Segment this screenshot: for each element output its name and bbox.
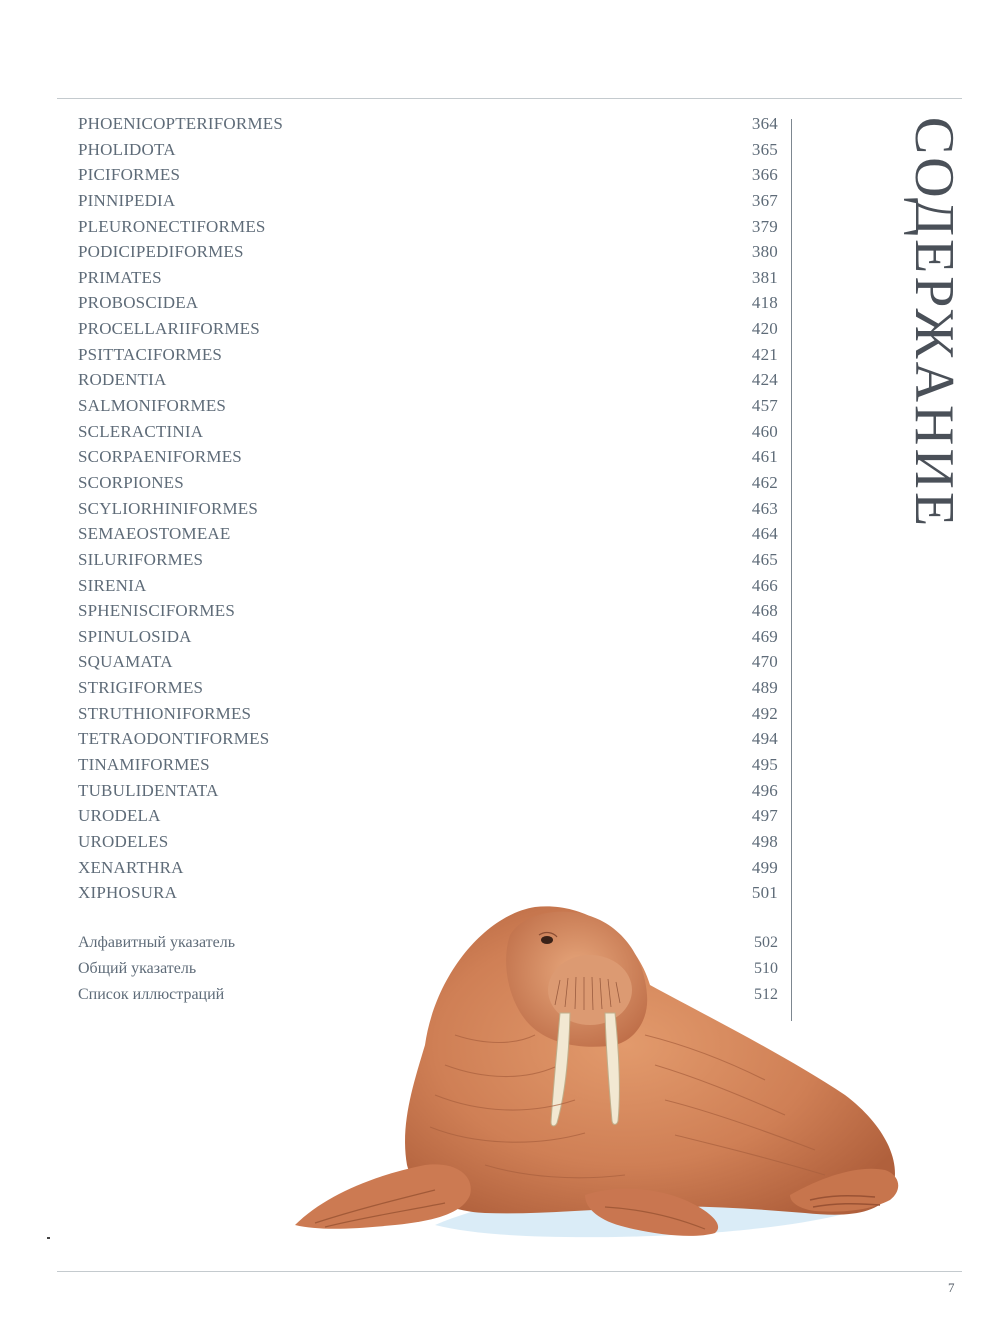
toc-entry: [78, 627, 778, 653]
toc-entry: [78, 781, 778, 807]
toc-entry: [78, 396, 778, 422]
toc-entry: [78, 832, 778, 858]
toc-entry: [78, 652, 778, 678]
entry-name: PODICIPEDIFORMES: [78, 242, 244, 262]
toc-entry: [78, 550, 778, 576]
toc-entry: [78, 806, 778, 832]
entry-name: PROCELLARIIFORMES: [78, 319, 260, 339]
entry-name: PRIMATES: [78, 267, 162, 287]
entry-page-number: 492: [751, 703, 778, 723]
entry-name: TINAMIFORMES: [78, 755, 210, 775]
entry-page-number: 462: [751, 472, 778, 492]
toc-entry: [78, 268, 778, 294]
toc-entry: [78, 447, 778, 473]
entry-page-number: 497: [751, 806, 778, 826]
entry-name: STRIGIFORMES: [78, 678, 204, 698]
entry-name: TUBULIDENTATA: [78, 780, 219, 800]
entry-name: SALMONIFORMES: [78, 396, 227, 416]
entry-name: PHOENICOPTERIFORMES: [78, 114, 283, 133]
toc-entry: [78, 576, 778, 602]
entry-name: XIPHOSURA: [78, 883, 178, 903]
entry-page-number: 501: [751, 883, 778, 903]
entry-page-number: 465: [751, 549, 778, 569]
scan-speck: [47, 1237, 50, 1239]
entry-name: SQUAMATA: [78, 652, 173, 672]
entry-page-number: 424: [751, 370, 778, 390]
entry-page-number: 496: [751, 780, 778, 800]
contents-title: СОДЕРЖАНИЕ: [903, 116, 966, 530]
entry-page-number: 499: [751, 857, 778, 877]
toc-entry: [78, 319, 778, 345]
entry-page-number: 466: [751, 575, 778, 595]
entry-page-number: 367: [751, 190, 778, 210]
entry-name: PICIFORMES: [78, 165, 181, 185]
vertical-divider: [791, 119, 792, 1021]
entry-name: Общий указатель: [78, 960, 197, 977]
entry-page-number: 457: [751, 396, 778, 416]
entry-page-number: 495: [751, 755, 778, 775]
entry-name: PROBOSCIDEA: [78, 293, 199, 313]
toc-entry: [78, 165, 778, 191]
toc-entry: [78, 370, 778, 396]
entry-page-number: 464: [751, 524, 778, 544]
entry-page-number: 489: [751, 678, 778, 698]
entry-page-number: 494: [751, 729, 778, 749]
toc-entry: [78, 345, 778, 371]
toc-entry: [78, 114, 778, 140]
entry-name: PHOLIDOTA: [78, 139, 176, 159]
toc-entry: [78, 242, 778, 268]
entry-page-number: 469: [751, 626, 778, 646]
entry-name: PSITTACIFORMES: [78, 344, 223, 364]
entry-name: SCORPAENIFORMES: [78, 447, 242, 467]
toc-entry: [78, 601, 778, 627]
entry-page-number: 468: [751, 601, 778, 621]
toc-entry: [78, 422, 778, 448]
entry-page-number: 510: [754, 960, 778, 977]
entry-page-number: 381: [751, 267, 778, 287]
page-number: 7: [948, 1280, 955, 1295]
entry-page-number: 365: [751, 139, 778, 159]
walrus-left-flipper: [295, 1164, 471, 1228]
entry-page-number: 366: [751, 165, 778, 185]
entry-name: SCORPIONES: [78, 472, 184, 492]
toc-entry: [78, 678, 778, 704]
toc-entry: [78, 524, 778, 550]
entry-name: RODENTIA: [78, 370, 167, 390]
entry-page-number: 470: [751, 652, 778, 672]
entry-name: SPINULOSIDA: [78, 626, 192, 646]
entry-page-number: 512: [754, 985, 778, 1003]
entry-name: TETRAODONTIFORMES: [78, 729, 270, 749]
entry-page-number: 463: [751, 498, 778, 518]
entry-name: PINNIPEDIA: [78, 190, 176, 210]
entry-page-number: 420: [751, 319, 778, 339]
entry-name: PLEURONECTIFORMES: [78, 216, 266, 236]
entry-page-number: 498: [751, 831, 778, 851]
entry-name: STRUTHIONIFORMES: [78, 703, 252, 723]
toc-entry: [78, 191, 778, 217]
entry-name: XENARTHRA: [78, 857, 184, 877]
toc-entry: [78, 755, 778, 781]
entry-page-number: 502: [754, 934, 778, 952]
entry-page-number: 380: [751, 242, 778, 262]
bottom-rule: [57, 1271, 962, 1272]
toc-entry: [78, 729, 778, 755]
walrus-body: [405, 906, 895, 1214]
walrus-eye: [541, 936, 553, 944]
entry-name: URODELA: [78, 806, 161, 826]
entry-name: SPHENISCIFORMES: [78, 601, 235, 621]
top-rule: [57, 98, 962, 99]
entry-page-number: 379: [751, 216, 778, 236]
entry-page-number: 421: [751, 344, 778, 364]
entry-name: URODELES: [78, 831, 169, 851]
toc-entry: [78, 140, 778, 166]
entry-name: Алфавитный указатель: [78, 934, 236, 952]
toc-entry: [78, 704, 778, 730]
toc-entry: [78, 473, 778, 499]
side-title-container: [903, 108, 966, 538]
entry-name: SIRENIA: [78, 575, 147, 595]
entry-page-number: 364: [751, 114, 778, 133]
toc-entry: [78, 293, 778, 319]
table-of-contents: [78, 114, 778, 1011]
entry-page-number: 460: [751, 421, 778, 441]
entry-name: SCYLIORHINIFORMES: [78, 498, 259, 518]
entry-name: SILURIFORMES: [78, 549, 204, 569]
entry-name: SEMAEOSTOMEAE: [78, 524, 231, 544]
entry-page-number: 461: [751, 447, 778, 467]
toc-entry: [78, 217, 778, 243]
walrus-illustration: [285, 895, 915, 1245]
toc-entry: [78, 858, 778, 884]
entry-name: SCLERACTINIA: [78, 421, 204, 441]
toc-entry: [78, 499, 778, 525]
entry-page-number: 418: [751, 293, 778, 313]
entry-name: Список иллюстраций: [78, 985, 225, 1003]
